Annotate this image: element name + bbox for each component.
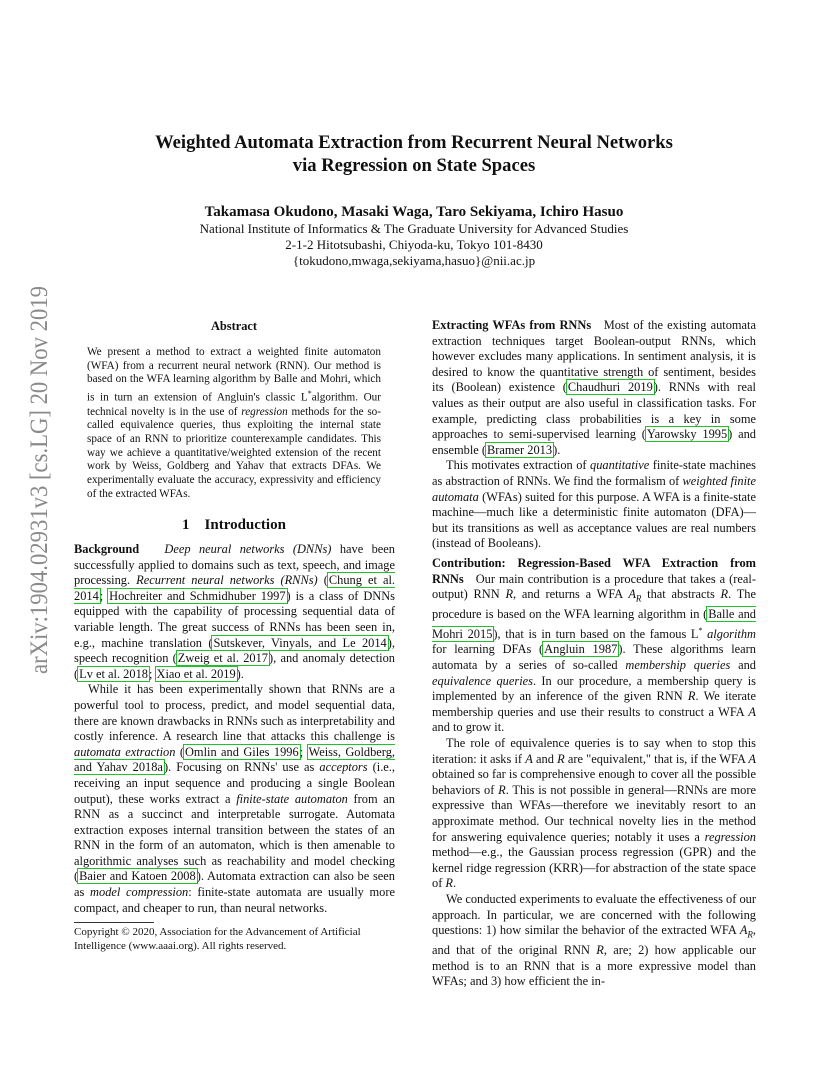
paragraph-heading: Background [74,542,140,556]
citation-link[interactable]: Sutskever, Vinyals, and Le 2014 [213,635,387,650]
math-symbol: A [525,751,533,766]
body-text: , are; 2) how applicable our method is to an RNN that is a more expressive model than WFAs; and 3) how efficient the in- [432,943,756,989]
abstract-emph: regression [241,405,288,418]
paragraph-automata-extraction [74,682,395,916]
body-text: Our main contribution is a procedure that takes a (real-output) RNN [432,571,756,602]
paragraph-equivalence-queries [432,736,756,892]
section-title: Introduction [204,517,286,533]
math-symbol: A [748,751,756,766]
body-text: ) and ensemble ( [432,427,757,457]
math-symbol: A [739,923,748,938]
body-text: for learning DFAs ( [432,642,544,657]
body-text: finite-state machines as abstraction of RNNs. We find the formalism of [432,458,756,488]
abstract-star: * [307,389,312,399]
emph-text: weighted finite automata [432,473,756,504]
math-symbol: R [687,689,696,704]
body-text: and to grow it. [432,720,505,735]
body-text: ), and anomaly detection ( [74,651,395,681]
citation-link[interactable]: Balle and Mohri 2015 [432,607,756,641]
emph-text: Deep neural networks (DNNs) [164,542,332,556]
affiliation-emails: {tokudono,mwaga,sekiyama,hasuo}@nii.ac.jp [292,253,536,268]
abstract-body [87,346,381,501]
emph-text: acceptors [319,760,368,775]
emph-text: algorithm [702,626,756,641]
citation-link[interactable]: Zweig et al. 2017 [177,651,268,666]
paragraph-heading: Contribution: Regression-Based WFA Extraction from RNNs [432,555,756,586]
body-text: ; [148,666,156,681]
paper-title [80,131,748,177]
body-text: ), speech recognition ( [74,635,395,666]
paragraph-extracting-wfas [432,318,756,458]
emph-text: model compression [90,885,189,900]
title-line-2: via Regression on State Spaces [292,155,536,176]
math-symbol: R [498,782,506,797]
math-star: * [698,625,703,635]
left-column [74,542,395,916]
body-text: We conducted experiments to evaluate the effectiveness of our approach. In particular, we are concerned with the following questions: 1) how similar the behavior of the extracted WFA [432,891,756,938]
emph-text: Recurrent neural networks (RNNs) [136,573,318,588]
paragraph-motivation [432,458,756,552]
emph-text: finite-state automaton [236,791,348,806]
authors: Takamasa Okudono, Masaki Waga, Taro Sekiyama, Ichiro Hasuo [204,204,624,220]
body-text: and [532,751,558,766]
math-symbol: R [596,943,604,958]
body-text: method—e.g., the Gaussian process regression (GPR) and the kernel ridge regression (KRR)—for abstraction of the state space of [432,845,756,891]
body-text: are "equivalent," that is, if the WFA [564,751,749,766]
body-text: have been successfully applied to domains such as text, speech, and image processing. [74,542,396,588]
math-subscript: R [747,929,753,940]
abstract-heading: Abstract [210,319,258,333]
emph-text: automata extraction [74,744,176,759]
math-symbol: R [720,587,729,602]
citation-link[interactable]: Lv et al. 2018 [79,666,148,681]
body-text: obtained so far is comprehensive enough to cover all the possible behaviors of [432,767,756,797]
body-text: . We iterate membership queries and use their results to construct a WFA [432,689,756,719]
citation-link[interactable]: Hochreiter and Schmidhuber 1997 [109,588,286,603]
affiliation [80,221,748,269]
citation-link[interactable]: Chaudhuri 2019 [567,380,653,395]
section-number: 1 [182,517,190,533]
copyright-footnote: Copyright © 2020, Association for the Advancement of Artificial Intelligence (www.aaai.org). All rights reserved. [74,926,361,952]
body-text: ; [99,588,109,603]
body-text: (i.e., receiving an input sequence and producing a single Boolean output), these works extract a [74,760,395,806]
body-text: ), that is in turn based on the famous L [493,626,699,641]
body-text: Most of the existing automata extraction techniques target Boolean-output RNNs, which however excludes many applications. In sentiment analysis, it is desired to know the quantitative strength of sentiment, besides its (Boolean) existence ( [432,318,757,395]
body-text: (WFAs) suited for this purpose. A WFA is a finite-state machine—much like a deterministic finite automaton (DFA)—but its transitions as well as acceptance values are real numbers (instead of Booleans). [432,489,756,551]
emph-text: membership queries [625,658,731,673]
affiliation-line-1: National Institute of Informatics & The Graduate University for Advanced Studies [199,221,629,236]
paragraph-contribution [432,556,756,736]
body-text: ). [553,442,561,457]
body-text: and [730,658,756,673]
body-text: ). Focusing on RNNs' use as [163,760,320,775]
footnote-rule [74,922,154,923]
body-text: . [453,876,457,891]
section-heading [74,517,394,534]
emph-text: equivalence queries [432,673,533,688]
body-text: , and returns a WFA [513,587,629,602]
body-text: This motivates extraction of [446,458,591,473]
citation-link[interactable]: Chung et al. 2014 [74,573,395,603]
paragraph-background [74,542,395,682]
body-text: , and that of the original RNN [432,923,756,958]
right-column [432,318,756,990]
paragraph-heading: Extracting WFAs from RNNs [432,318,592,332]
abstract-text: algorithm. Our technical novelty is in the use of [87,391,381,418]
body-text: While it has been experimentally shown that RNNs are a powerful tool to process, predict, and model sequential data, there are known drawbacks in RNNs such as interpretability and costly inference. A research line that attacks this challenge is [74,682,395,744]
citation-link[interactable]: Baier and Katoen 2008 [79,869,196,884]
abstract-text: We present a method to extract a weighted finite automaton (WFA) from a recurrent neural network (RNN). Our method is based on the WFA learning algorithm by Balle and Mohri, which is in turn an extension of Angluin's classic L [87,346,381,404]
affiliation-line-2: 2-1-2 Hitotsubashi, Chiyoda-ku, Tokyo 101-8430 [285,237,543,252]
abstract-text: methods for the so-called equivalence queries, thus exploiting the internal state space of an RNN to prioritize counterexample candidates. This way we achieve a quantitative/weighted extension of the recent work by Weiss, Goldberg and Yahav that extracts DFAs. We experimentally evaluate the accuracy, expressivity and efficiency of the extracted WFAs. [87,405,382,500]
math-symbol: R [505,587,514,602]
math-subscript: R [635,593,642,604]
body-text: ). RNNs with real values as their output are also useful in classification tasks. For example, predicting class probabilities is a key in some approaches to semi-supervised learning ( [432,380,756,442]
body-text: The role of equivalence queries is to say when to stop this iteration: it asks if [432,736,756,766]
paragraph-experiments [432,892,756,990]
citation-link[interactable]: Yarowsky 1995 [646,427,728,442]
emph-text: quantitative [590,458,650,473]
body-text: ; [299,744,308,759]
body-text: ). Automata extraction can also be seen as [74,869,396,900]
citation-link[interactable]: Bramer 2013 [487,442,553,457]
math-symbol: A [628,587,636,602]
emph-text: regression [704,829,756,844]
math-symbol: A [748,704,756,719]
body-text: ). These algorithms learn automata by a series of so-called [432,642,756,673]
citation-link[interactable]: Weiss, Goldberg, and Yahav 2018a [74,744,395,775]
body-text: . This is not possible in general—RNNs are more expressive than WFAs—therefore we inevitably resort to an approximate method. Our technical novelty lies in the method for answering equivalence queries; notably it uses a [432,782,756,844]
body-text: that abstracts [641,587,721,602]
citation-link[interactable]: Xiao et al. 2019 [156,666,236,681]
arxiv-stamp-text: arXiv:1904.02931v3 [cs.LG] 20 Nov 2019 [24,237,53,674]
title-line-1: Weighted Automata Extraction from Recurrent Neural Networks [155,132,673,153]
body-text: from an RNN as a succinct and interpretable surrogate. Automata extraction exposes internal transition between the states of an RNN in the form of an automaton, which is then amenable to algorithmic analyses such as reachability and model checking ( [74,791,395,884]
citation-link[interactable]: Angluin 1987 [544,642,618,657]
body-text: . In our procedure, a membership query is implemented by an inference of the given RNN [432,673,756,704]
body-text: ). [236,666,244,681]
citation-link[interactable]: Omlin and Giles 1996 [184,744,299,759]
arxiv-stamp [17,237,57,674]
math-symbol: R [445,876,453,891]
math-symbol: R [557,751,565,766]
body-text: ( [175,744,184,759]
body-text: : finite-state automata are usually more compact, and cheaper to run, than neural networks. [74,885,395,915]
body-text: ) is a class of DNNs equipped with the capability of processing sequential data of variable length. The great success of RNNs has been seen in, e.g., machine translation ( [74,588,396,650]
body-text: . The procedure is based on the WFA learning algorithm in ( [432,587,756,622]
body-text: ( [317,573,328,588]
